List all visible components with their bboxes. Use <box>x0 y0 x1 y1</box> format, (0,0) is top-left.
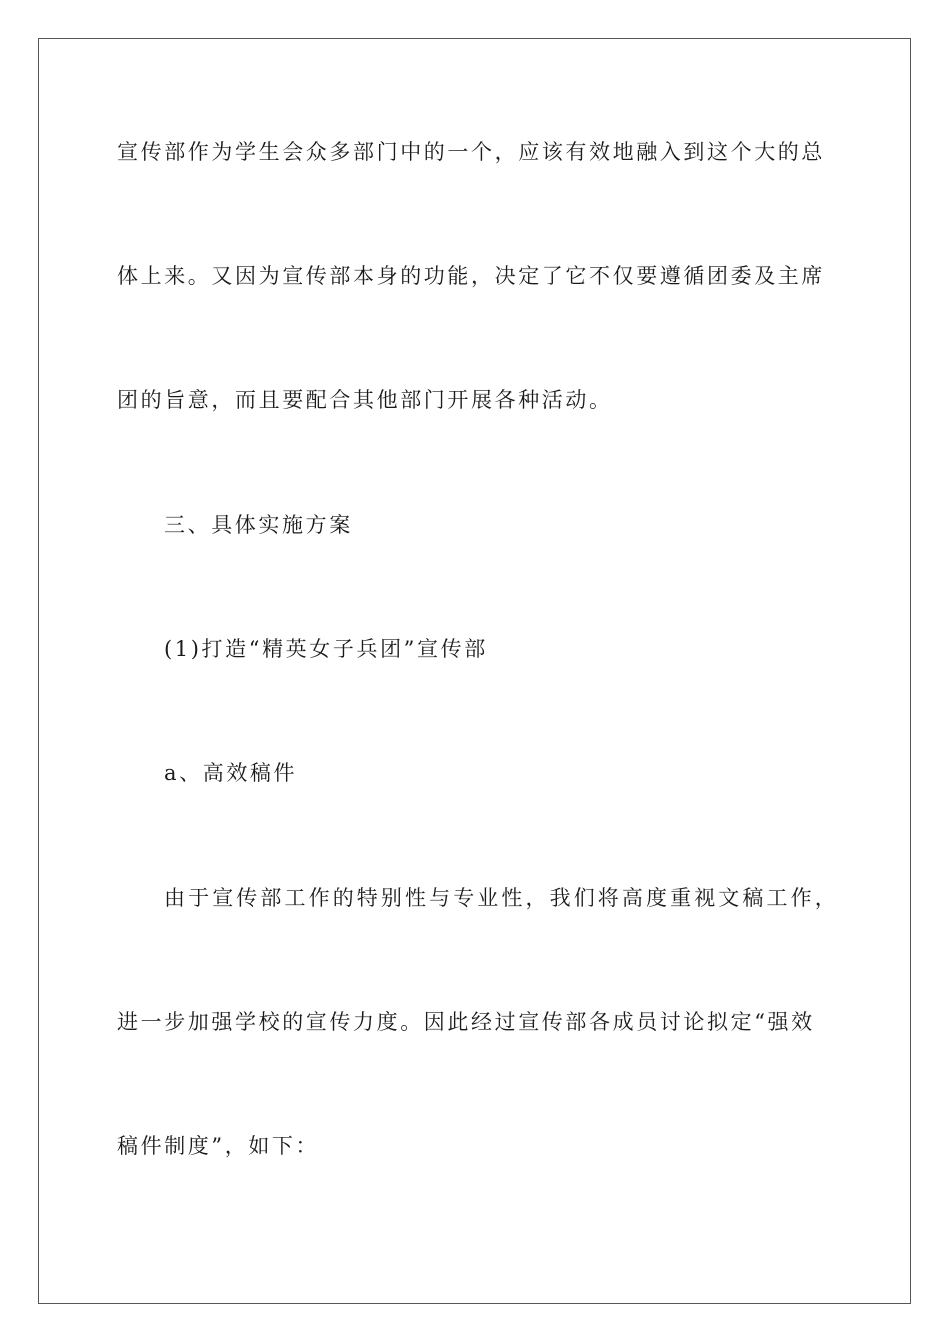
paragraph-line-2: 体上来。又因为宣传部本身的功能，决定了它不仅要遵循团委及主席 <box>117 264 825 288</box>
item-heading: a、高效稿件 <box>164 761 298 785</box>
subsection-heading: (1)打造“精英女子兵团”宣传部 <box>164 637 488 661</box>
section-heading: 三、具体实施方案 <box>164 513 353 537</box>
paragraph-line-3: 团的旨意，而且要配合其他部门开展各种活动。 <box>117 388 613 412</box>
paragraph-line-5: 进一步加强学校的宣传力度。因此经过宣传部各成员讨论拟定“强效 <box>117 1010 815 1034</box>
page-border <box>38 38 911 1304</box>
paragraph-line-4: 由于宣传部工作的特别性与专业性，我们将高度重视文稿工作， <box>164 886 839 910</box>
paragraph-line-1: 宣传部作为学生会众多部门中的一个，应该有效地融入到这个大的总 <box>117 140 825 164</box>
paragraph-line-6: 稿件制度”，如下： <box>117 1134 320 1158</box>
